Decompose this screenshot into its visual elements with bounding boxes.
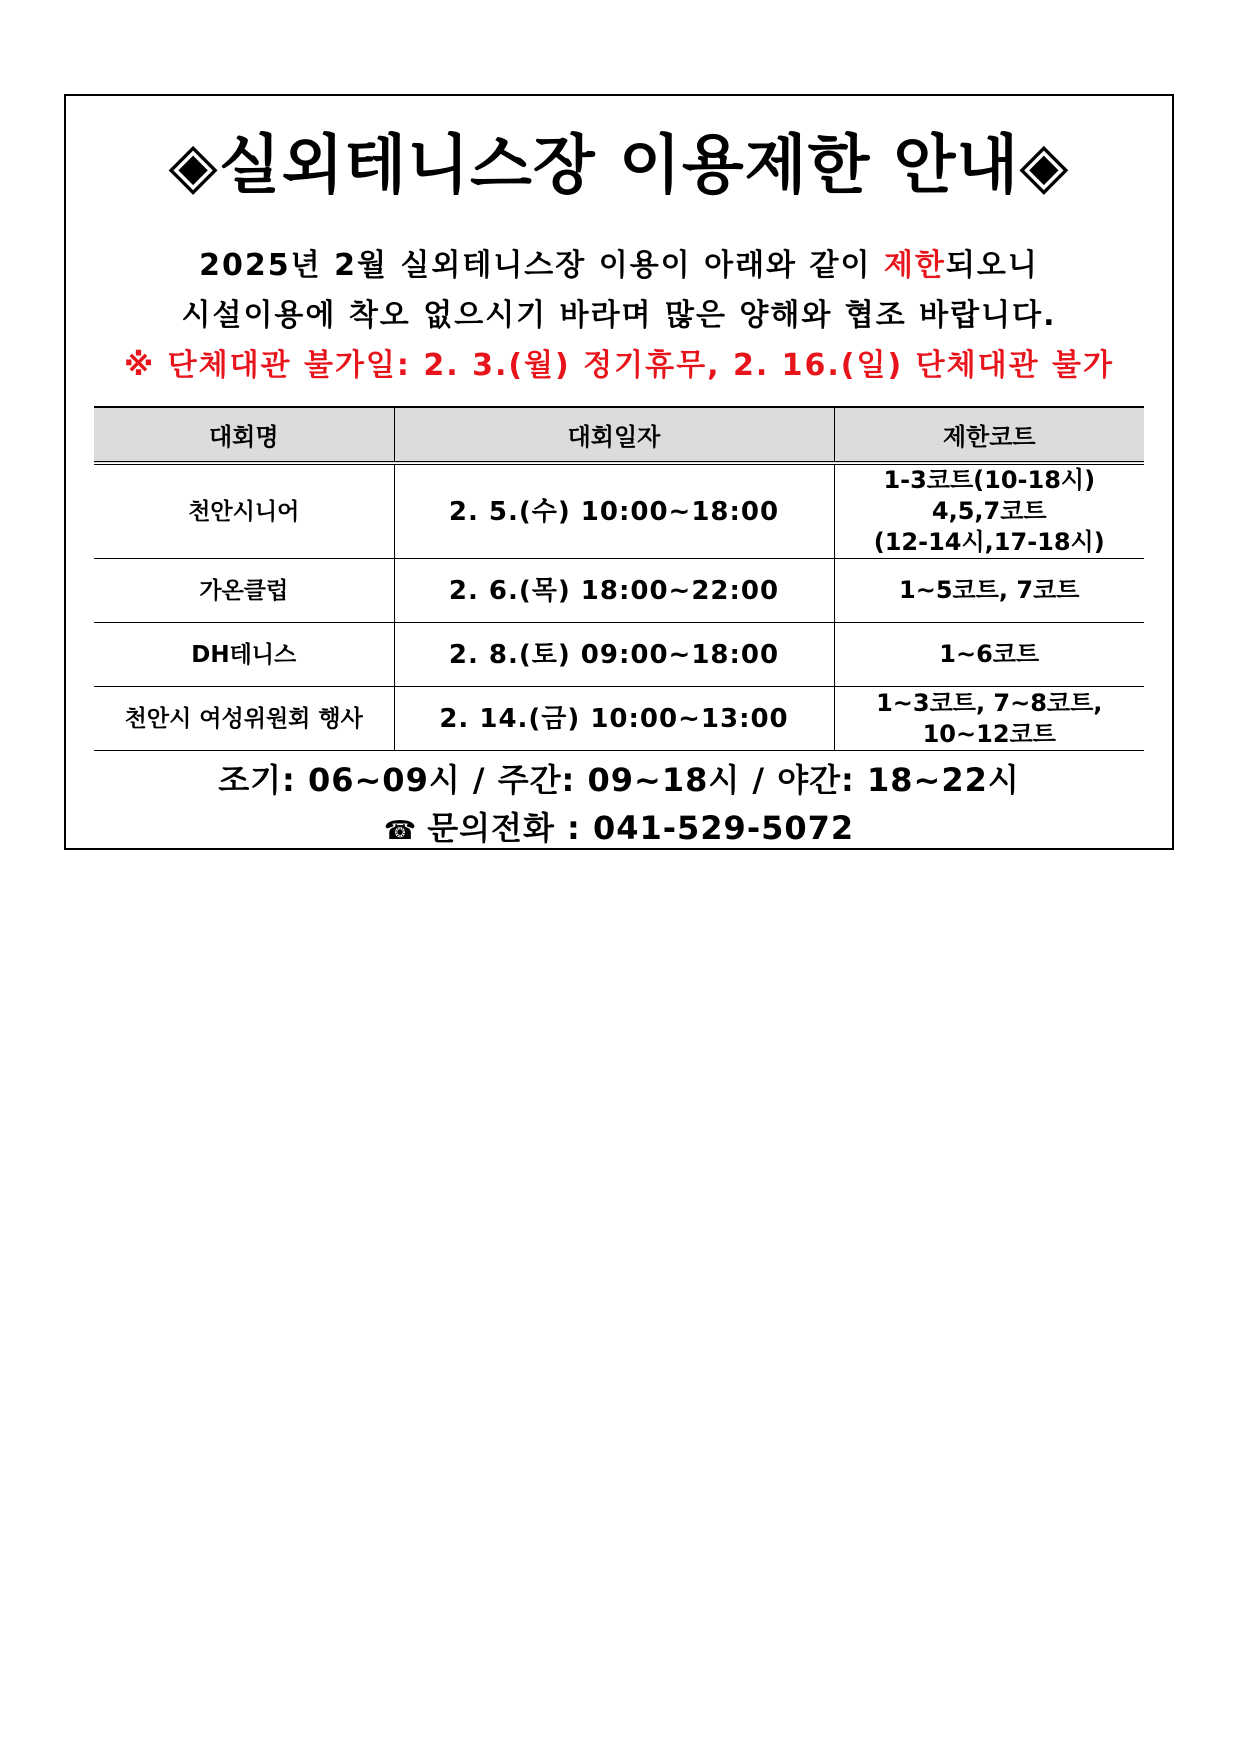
header-event-date: 대회일자 xyxy=(394,407,834,463)
court-line: 10~12코트 xyxy=(922,719,1056,748)
contact-text: 문의전화 : 041-529-5072 xyxy=(427,809,855,847)
table-header-row xyxy=(94,407,1144,463)
event-date: 2. 6.(목) 18:00~22:00 xyxy=(394,559,834,623)
header-event-name: 대회명 xyxy=(94,407,394,463)
notice-box xyxy=(64,94,1174,850)
restricted-court xyxy=(834,559,1144,623)
page-title: ◈실외테니스장 이용제한 안내◈ xyxy=(168,129,1070,203)
intro-line-2: 시설이용에 착오 없으시기 바라며 많은 양해와 협조 바랍니다. xyxy=(181,298,1057,333)
event-name: 천안시 여성위원회 행사 xyxy=(94,687,394,751)
court-line: 1~6코트 xyxy=(939,640,1040,668)
restricted-court xyxy=(834,687,1144,751)
restricted-court xyxy=(834,463,1144,559)
event-date: 2. 8.(토) 09:00~18:00 xyxy=(394,623,834,687)
table-row xyxy=(94,687,1144,751)
operating-hours: 조기: 06~09시 / 주간: 09~18시 / 야간: 18~22시 xyxy=(218,761,1020,799)
restricted-court xyxy=(834,623,1144,687)
court-line: 4,5,7코트 xyxy=(931,497,1047,525)
intro-line-1-after: 되오니 xyxy=(945,248,1039,283)
court-line: 1-3코트(10-18시) xyxy=(883,466,1096,494)
header-restricted-court: 제한코트 xyxy=(834,407,1144,463)
event-date: 2. 5.(수) 10:00~18:00 xyxy=(394,463,834,559)
court-line: 1~5코트, 7코트 xyxy=(899,576,1080,604)
contact-line xyxy=(66,808,1172,851)
phone-icon: ☎ xyxy=(383,816,418,846)
court-line: 1~3코트, 7~8코트, xyxy=(876,688,1103,717)
table-row xyxy=(94,623,1144,687)
intro-line-1-before: 2025년 2월 실외테니스장 이용이 아래와 같이 xyxy=(199,248,884,283)
closure-notice: ※ 단체대관 불가일: 2. 3.(월) 정기휴무, 2. 16.(일) 단체대관 불가 xyxy=(124,348,1114,383)
intro-highlight: 제한 xyxy=(883,248,946,283)
event-date: 2. 14.(금) 10:00~13:00 xyxy=(394,687,834,751)
event-name: DH테니스 xyxy=(94,623,394,687)
intro-line-1 xyxy=(66,246,1172,286)
court-line: (12-14시,17-18시) xyxy=(873,528,1105,556)
event-name: 가온클럽 xyxy=(94,559,394,623)
event-name: 천안시니어 xyxy=(94,463,394,559)
schedule-table xyxy=(94,406,1144,751)
table-row xyxy=(94,559,1144,623)
table-row xyxy=(94,463,1144,559)
